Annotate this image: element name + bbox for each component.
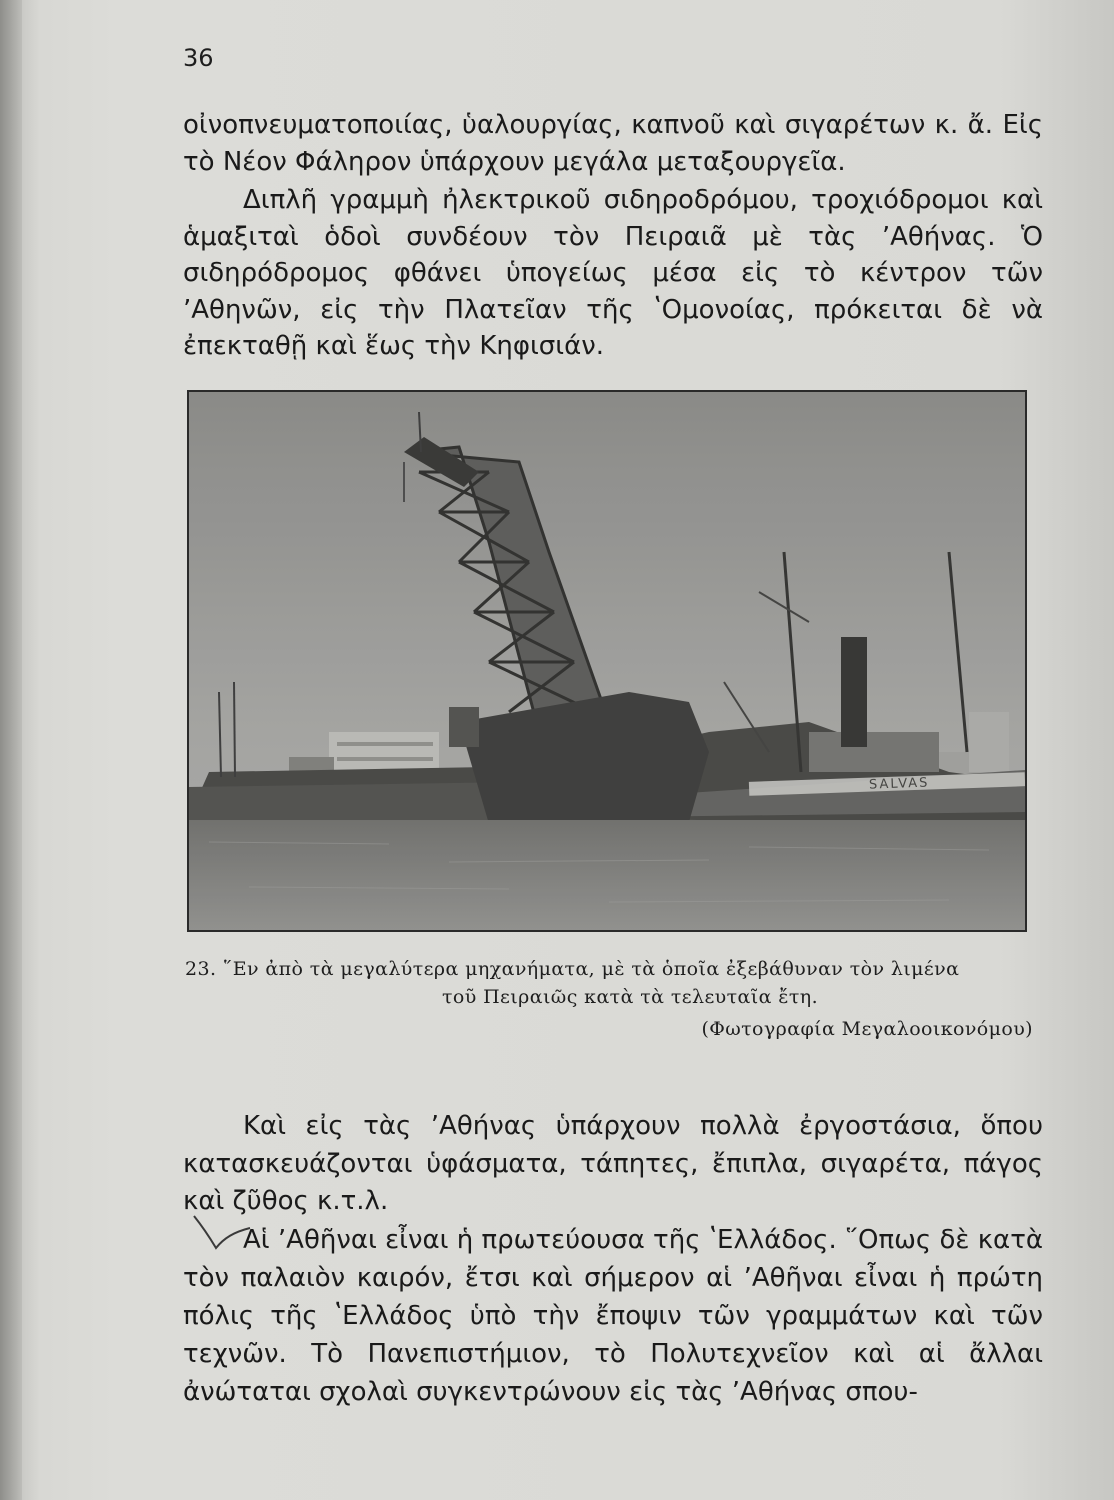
figure-caption-line2: τοῦ Πειραιῶς κατὰ τὰ τελευταῖα ἔτη. xyxy=(441,986,819,1008)
figure-photo-credit: (Φωτογραφία Μεγαλοοικονόμου) xyxy=(701,1018,1033,1040)
page-number: 36 xyxy=(183,44,214,72)
page-gutter-shadow xyxy=(0,0,22,1500)
paragraph-athens-capital: Αἱ ʼΑθῆναι εἶναι ἡ πρωτεύουσα τῆς ʽΕλλάδος. ῞Οπως δὲ κατὰ τὸν παλαιὸν καιρόν, ἔτσι καὶ σήμερον αἱ ʼΑθῆναι εἶναι ἡ πρώτη πόλις τῆς ʽΕλλάδος ὑπὸ τὴν ἔποψιν τῶν γραμμάτων καὶ τῶν τεχνῶν. Τὸ Πανεπιστήμιον, τὸ Πολυτεχνεῖον καὶ αἱ ἄλλαι ἀνώταται σχολαὶ συγκεντρώνουν εἰς τὰς ʼΑθήνας σπου- xyxy=(183,1225,1043,1407)
paragraph-athens-factories: Καὶ εἰς τὰς ʼΑθήνας ὑπάρχουν πολλὰ ἐργοστάσια, ὅπου κατασκευάζονται ὑφάσματα, τάπητες, ἔπιπλα, σιγαρέτα, πάγος καὶ ζῦθος κ.τ.λ. xyxy=(183,1111,1043,1216)
figure-caption-line1: 23. ῞Εν ἀπὸ τὰ μεγαλύτερα μηχανήματα, μὲ τὰ ὁποῖα ἐξεβάθυναν τὸν λιμένα xyxy=(185,958,960,980)
paragraph-piraeus-railway: Διπλῆ γραμμὴ ἠλεκτρικοῦ σιδηροδρόμου, τροχιόδρομοι καὶ ἁμαξιταὶ ὁδοὶ συνδέουν τὸν Πειραιᾶ μὲ τὰς ʼΑθήνας. Ὁ σιδηρόδρομος φθάνει ὑπογείως μέσα εἰς τὸ κέντρον τῶν ʼΑθηνῶν, εἰς τὴν Πλατεῖαν τῆς ʽΟμονοίας, πρόκειται δὲ νὰ ἐπεκταθῇ καὶ ἕως τὴν Κηφισιάν. xyxy=(183,185,1043,361)
ship-lettering: SALVAS xyxy=(868,775,930,793)
paragraph-industries-continued: οἰνοπνευματοποιίας, ὑαλουργίας, καπνοῦ καὶ σιγαρέτων κ. ἄ. Εἰς τὸ Νέον Φάληρον ὑπάρχουν μεγάλα μεταξουργεῖα. xyxy=(183,110,1043,177)
crane-photograph xyxy=(187,390,1027,932)
